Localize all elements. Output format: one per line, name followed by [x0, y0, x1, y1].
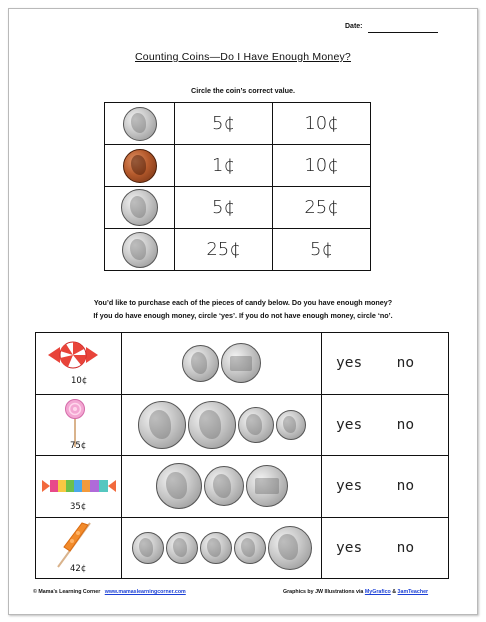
- footer-ampersand: &: [392, 589, 397, 595]
- candy-price: 42¢: [70, 563, 87, 574]
- dime-icon: [200, 532, 232, 564]
- quarter-icon: [138, 401, 186, 449]
- coin-value-table: [104, 102, 371, 271]
- value-option[interactable]: 5¢: [175, 187, 273, 229]
- table-row: [105, 145, 371, 187]
- yes-option[interactable]: yes: [336, 539, 363, 556]
- table-row: [105, 187, 371, 229]
- lollipop-icon: [64, 399, 86, 447]
- candy-money-table: [35, 332, 449, 579]
- section2-instruction-line1: You’d like to purchase each of the pieces of candy below. Do you have enough money?: [93, 298, 393, 307]
- yes-option[interactable]: yes: [336, 416, 363, 433]
- dime-icon: [276, 410, 306, 440]
- coins-cell: [122, 394, 322, 456]
- value-option[interactable]: 5¢: [175, 103, 273, 145]
- date-label: Date:: [345, 23, 363, 30]
- answer-cell: [322, 456, 449, 518]
- answer-cell: [322, 517, 449, 579]
- quarter-icon: [156, 463, 202, 509]
- nickel-icon: [182, 345, 219, 382]
- value-option[interactable]: 25¢: [175, 229, 273, 271]
- date-line: [368, 32, 438, 33]
- page-title: Counting Coins—Do I Have Enough Money?: [135, 51, 351, 63]
- candy-stick-icon: [42, 478, 116, 494]
- candy-cell: [36, 456, 122, 518]
- nickel-icon: [238, 407, 274, 443]
- no-option[interactable]: no: [396, 355, 415, 372]
- answer-cell: [322, 333, 449, 395]
- value-option[interactable]: 5¢: [273, 229, 371, 271]
- coins-cell: [122, 517, 322, 579]
- table-row: [36, 394, 449, 456]
- coin-cell: [105, 145, 175, 187]
- no-option[interactable]: no: [396, 416, 415, 433]
- candy-price: 35¢: [70, 502, 87, 512]
- coins-cell: [122, 333, 322, 395]
- section2-instruction-line2: If you do have enough money, circle ‘yes’. If you do not have enough money, circle ‘no’.: [93, 311, 393, 320]
- candy-price: 75¢: [70, 440, 87, 451]
- coin-cell: [105, 187, 175, 229]
- value-option[interactable]: 10¢: [273, 103, 371, 145]
- candy-cell: [36, 394, 122, 456]
- footer-copyright-text: © Mama’s Learning Corner: [33, 589, 101, 595]
- table-row: [36, 456, 449, 518]
- answer-cell: [322, 394, 449, 456]
- table-row: [36, 517, 449, 579]
- nickel-icon: [123, 107, 157, 141]
- table-row: [105, 229, 371, 271]
- nickel-back-icon: [246, 465, 288, 507]
- peppermint-candy-icon: [46, 341, 100, 369]
- candy-price: 10¢: [71, 376, 88, 386]
- dime-icon: [132, 532, 164, 564]
- table-row: [105, 103, 371, 145]
- footer-credits: [283, 589, 428, 595]
- yes-option[interactable]: yes: [336, 478, 363, 495]
- nickel-icon: [204, 466, 244, 506]
- candy-cell: [36, 333, 122, 395]
- quarter-icon: [268, 526, 312, 570]
- footer-credits-text: Graphics by JW Illustrations via: [283, 589, 364, 595]
- value-option[interactable]: 25¢: [273, 187, 371, 229]
- footer-site-link[interactable]: www.mamaslearningcorner.com: [104, 589, 186, 595]
- coin-cell: [105, 103, 175, 145]
- value-option[interactable]: 1¢: [175, 145, 273, 187]
- mygrafico-link[interactable]: MyGrafico: [364, 589, 391, 595]
- section1-instruction: Circle the coin’s correct value.: [191, 86, 295, 95]
- nickel-icon: [122, 232, 158, 268]
- nickel-back-icon: [221, 343, 261, 383]
- coins-cell: [122, 456, 322, 518]
- quarter-icon: [121, 189, 158, 226]
- table-row: [36, 333, 449, 395]
- dime-icon: [234, 532, 266, 564]
- no-option[interactable]: no: [396, 478, 415, 495]
- no-option[interactable]: no: [396, 539, 415, 556]
- quarter-icon: [188, 401, 236, 449]
- value-option[interactable]: 10¢: [273, 145, 371, 187]
- footer-copyright: [33, 589, 186, 595]
- coin-cell: [105, 229, 175, 271]
- dime-icon: [166, 532, 198, 564]
- candy-cell: [36, 517, 122, 579]
- penny-icon: [123, 149, 157, 183]
- 3amteacher-link[interactable]: 3amTeacher: [397, 589, 429, 595]
- yes-option[interactable]: yes: [336, 355, 363, 372]
